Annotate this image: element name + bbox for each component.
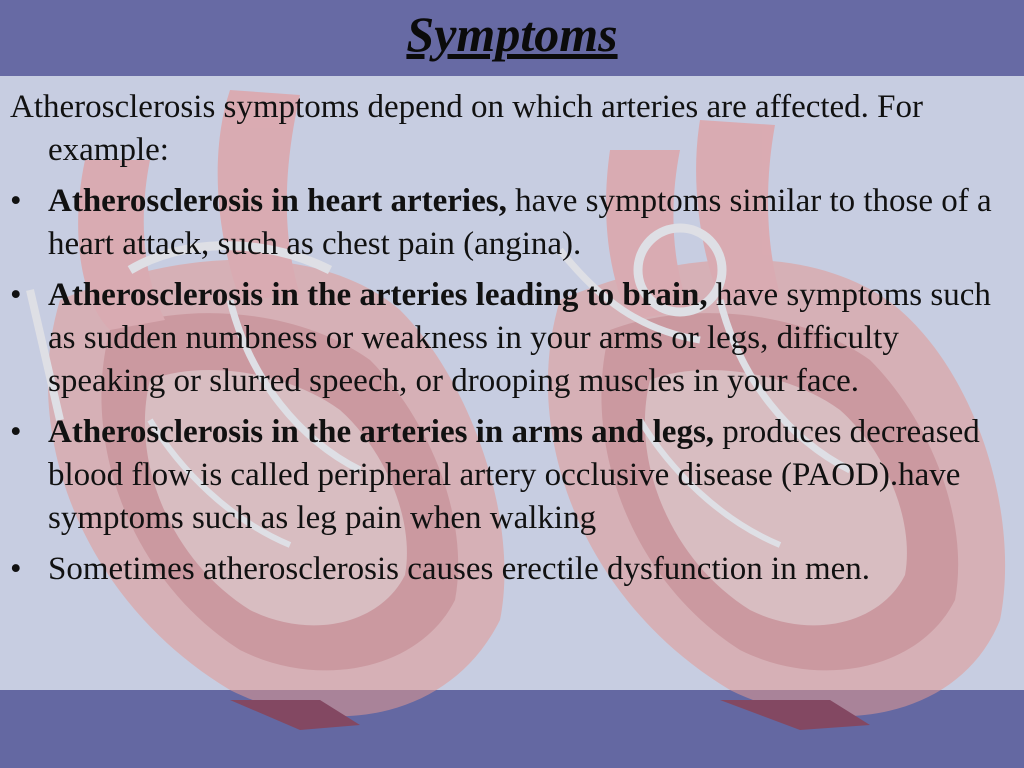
bullet-heading: Atherosclerosis in the arteries in arms and legs, [48, 414, 715, 450]
slide-title: Symptoms [406, 6, 618, 62]
bullet-brain-arteries [10, 274, 1012, 403]
intro-paragraph: Atherosclerosis symptoms depend on which arteries are affected. For example: [10, 89, 924, 168]
bullet-marker: • [10, 277, 22, 313]
bullet-marker: • [10, 414, 22, 450]
bullet-marker: • [10, 183, 22, 219]
bullet-text: have symptoms similar to those of a heart attack, such as chest pain (angina). [48, 183, 992, 262]
bullet-text: Sometimes atherosclerosis causes erectile dysfunction in men. [48, 551, 871, 587]
slide-body [10, 86, 1012, 599]
bullet-text: produces decreased blood flow is called peripheral artery occlusive disease (PAOD).have symptoms such as leg pain when walking [48, 414, 980, 536]
bullet-text: have symptoms such as sudden numbness or weakness in your arms or legs, difficulty speaking or slurred speech, or drooping muscles in your face. [48, 277, 991, 399]
bullet-heart-arteries [10, 180, 1012, 266]
bullet-erectile-dysfunction [10, 548, 1012, 591]
bullet-heading: Atherosclerosis in the arteries leading to brain, [48, 277, 708, 313]
bullet-marker: • [10, 551, 22, 587]
bullet-limb-arteries [10, 411, 1012, 540]
bullet-heading: Atherosclerosis in heart arteries, [48, 183, 507, 219]
